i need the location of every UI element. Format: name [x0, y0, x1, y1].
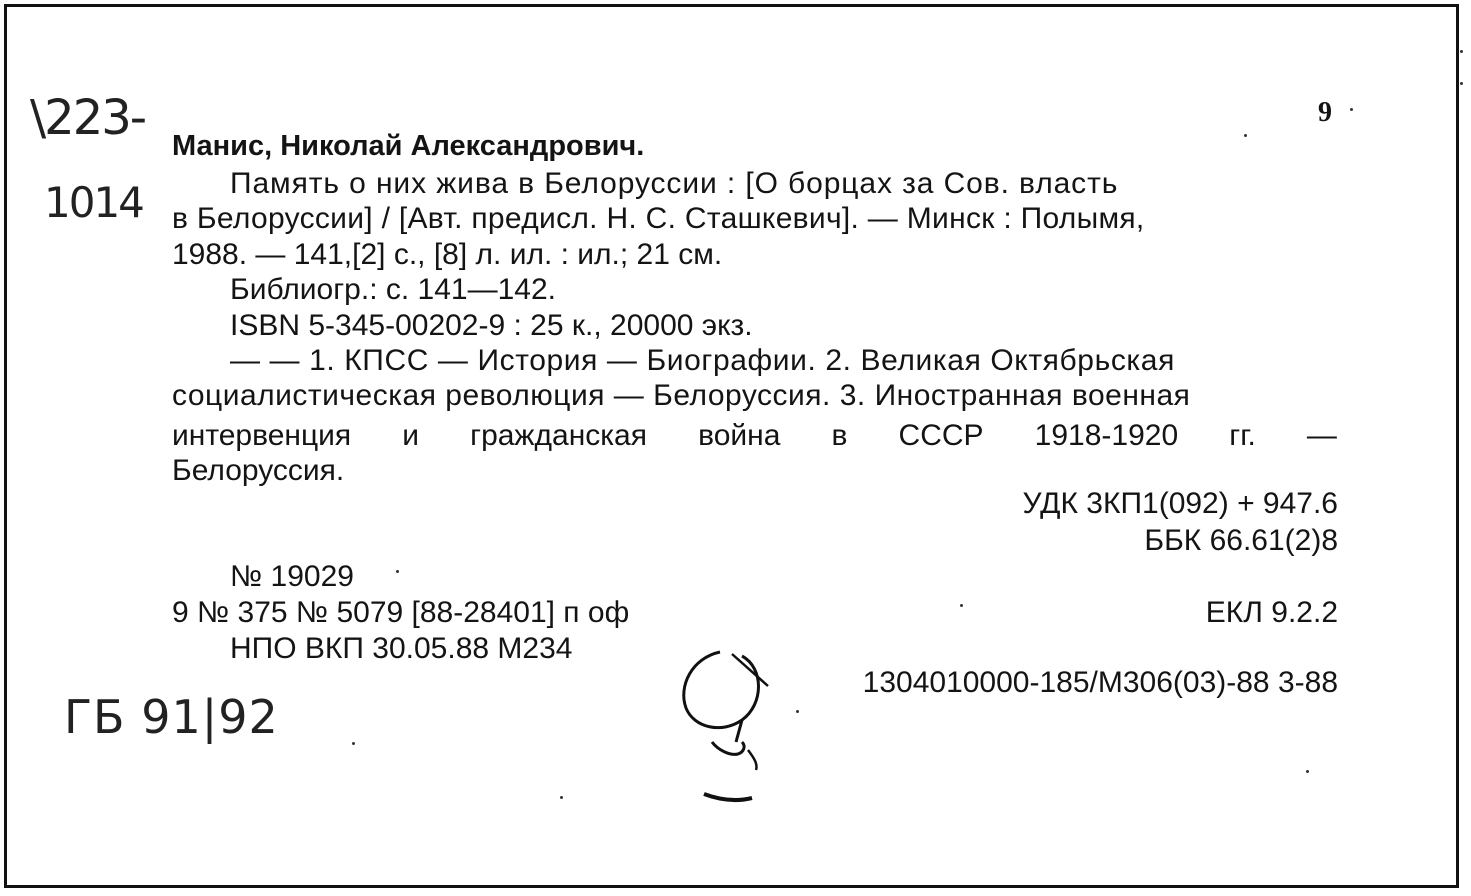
page-number: 9 — [1318, 97, 1332, 128]
card-number: № 19029 — [230, 560, 354, 593]
title-line-2: в Белоруссии] / [Авт. предисл. Н. С. Сташкевич]. — Минск : Полымя, — [172, 202, 1145, 235]
npo-line: НПО ВКП 30.05.88 М234 — [230, 632, 573, 665]
subjects-line-1: — — 1. КПСС — История — Биографии. 2. Великая Октябрьская — [230, 344, 1175, 377]
speck — [1460, 50, 1463, 53]
title-line-1: Память о них жива в Белоруссии : [О борцах за Сов. власть — [230, 167, 1119, 200]
word: гражданская — [470, 419, 647, 452]
word: в — [831, 419, 848, 452]
speck — [1460, 82, 1463, 85]
word: гг. — [1229, 419, 1256, 452]
bbk-code: ББК 66.61(2)8 — [1144, 524, 1338, 557]
word: интервенция — [172, 419, 352, 452]
code-line: 1304010000-185/М306(03)-88 3-88 — [862, 666, 1338, 699]
handwritten-inventory: ГБ 91|92 — [64, 690, 279, 744]
speck — [396, 570, 399, 573]
speck — [1350, 108, 1353, 111]
speck — [1244, 134, 1247, 137]
speck — [960, 604, 963, 607]
word: 1918-1920 — [1034, 419, 1179, 452]
word: СССР — [898, 419, 984, 452]
bibliography-note: Библиогр.: с. 141—142. — [230, 273, 556, 306]
handwritten-number: 1014 — [44, 178, 143, 227]
speck — [796, 710, 799, 713]
speck — [352, 742, 355, 745]
subjects-line-4: Белоруссия. — [172, 454, 345, 487]
title-line-3: 1988. — 141,[2] с., [8] л. ил. : ил.; 21 см. — [172, 238, 723, 271]
speck — [560, 796, 563, 799]
udk-code: УДК 3КП1(092) + 947.6 — [1022, 487, 1338, 520]
entry-heading: Манис, Николай Александрович. — [172, 130, 645, 162]
stamp-mark — [672, 646, 792, 811]
word: и — [402, 419, 420, 452]
ekl-code: ЕКЛ 9.2.2 — [1205, 596, 1338, 629]
subjects-line-2: социалистическая революция — Белоруссия. 3. Иностранная военная — [172, 379, 1191, 412]
order-line: 9 № 375 № 5079 [88-28401] п оф — [172, 596, 630, 629]
word: война — [698, 419, 781, 452]
speck — [1306, 770, 1309, 773]
word: — — [1306, 419, 1337, 452]
isbn-line: ISBN 5-345-00202-9 : 25 к., 20000 экз. — [230, 309, 753, 342]
subjects-line-3 — [172, 419, 1337, 453]
handwritten-shelf-mark: \223- — [30, 90, 146, 146]
